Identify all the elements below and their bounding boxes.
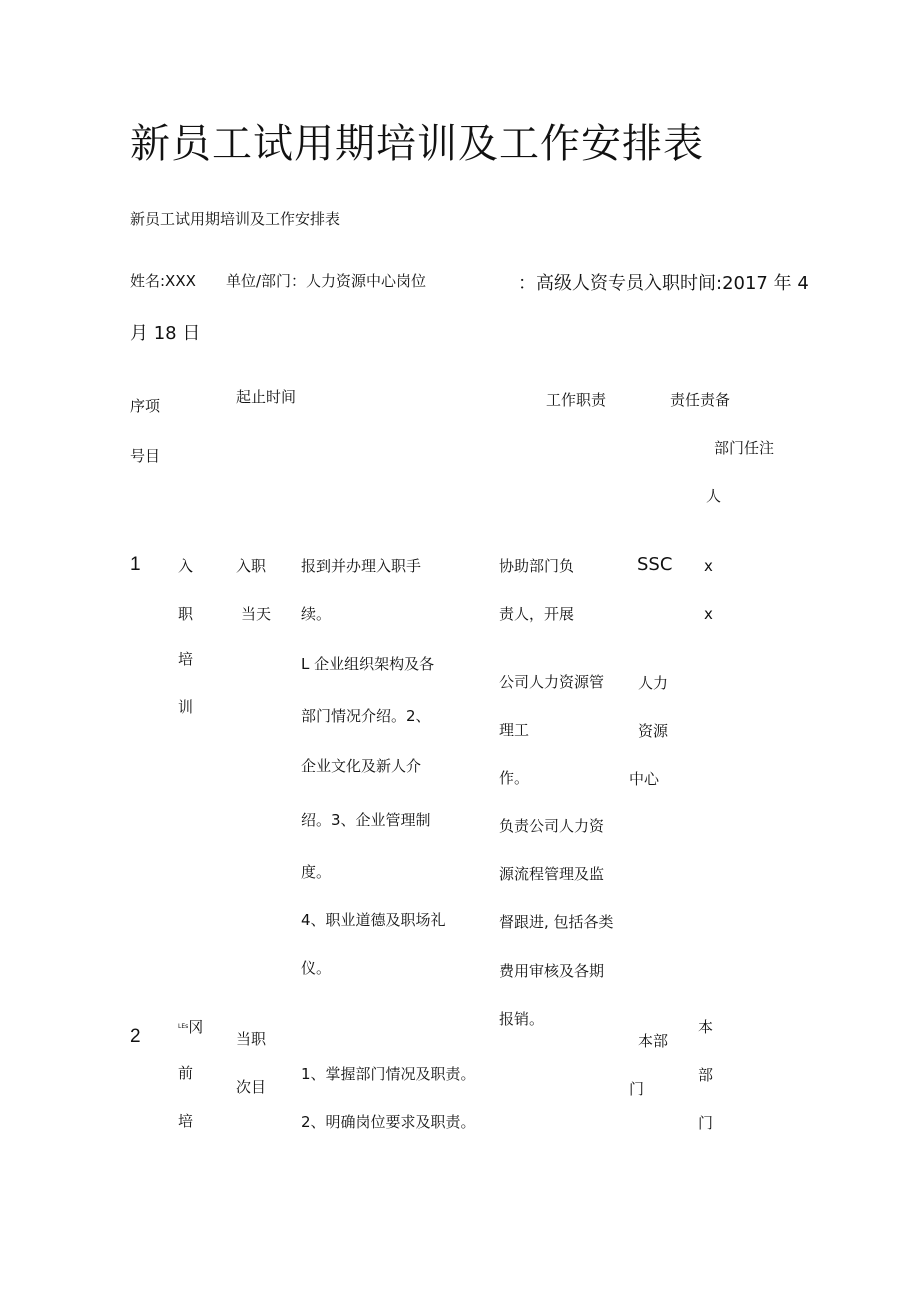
- row1-dept: SSC: [637, 554, 673, 575]
- employee-name: 姓名:XXX: [130, 272, 196, 290]
- row2-note: 门: [698, 1114, 714, 1132]
- row2-content-line: 1、掌握部门情况及职责。: [301, 1065, 476, 1083]
- row1-content-line: 部门情况介绍。2、: [301, 707, 431, 725]
- header-time: 起止时间: [236, 388, 297, 406]
- header-seq-line2: 号目: [130, 447, 161, 465]
- row1-dept: 中心: [629, 770, 660, 788]
- row1-item: 培: [178, 650, 194, 668]
- row1-dept: 资源: [638, 722, 669, 740]
- row1-number: 1: [130, 554, 141, 575]
- row1-dept: 人力: [638, 674, 669, 692]
- document-title: 新员工试用期培训及工作安排表: [130, 121, 704, 167]
- row1-duty-line: 公司人力资源管: [499, 673, 605, 691]
- row1-item: 训: [178, 698, 194, 716]
- row1-duty-line: 费用审核及各期: [499, 962, 605, 980]
- header-seq-line1: 序项: [130, 397, 161, 415]
- row2-content-line: 2、明确岗位要求及职责。: [301, 1113, 476, 1131]
- row1-content-line: 度。: [301, 863, 332, 881]
- row1-duty-line: 理工: [499, 721, 530, 739]
- row1-note: x: [704, 605, 713, 623]
- row1-content-line: 企业文化及新人介: [301, 757, 422, 775]
- row1-item: 入: [178, 557, 194, 575]
- employee-start-date-cont: 月 18 日: [130, 323, 201, 344]
- row1-duty-line: 报销。: [499, 1010, 545, 1028]
- row1-content-line: 报到并办理入职手: [301, 557, 422, 575]
- row1-duty-line: 源流程管理及监: [499, 865, 605, 883]
- employee-department: 单位/部门：人力资源中心岗位: [226, 272, 427, 290]
- row2-item: 培: [178, 1112, 194, 1130]
- row2-note: 部: [698, 1066, 714, 1084]
- row1-content-line: L 企业组织架构及各: [301, 655, 435, 673]
- row1-content-line: 4、职业道德及职场礼: [301, 911, 446, 929]
- row2-item: [178, 1017, 203, 1037]
- row2-note: 本: [698, 1018, 714, 1036]
- row2-time: 当职: [236, 1030, 267, 1048]
- row1-content-line: 绍。3、企业管理制: [301, 811, 431, 829]
- row1-duty-line: 负责公司人力资: [499, 817, 605, 835]
- row2-item-prefix: LEs: [178, 1023, 189, 1030]
- row1-item: 职: [178, 605, 194, 623]
- header-resp-line1: 责任责备: [670, 391, 731, 409]
- row1-note: x: [704, 557, 713, 575]
- row2-number: 2: [130, 1026, 141, 1047]
- row1-duty-line: 作。: [499, 769, 530, 787]
- row2-dept: 门: [629, 1080, 645, 1098]
- row2-item-char: 冈: [188, 1018, 204, 1036]
- header-resp-line3: 人: [706, 487, 722, 505]
- row1-duty-line: 责人，开展: [499, 605, 575, 623]
- document-subtitle: 新员工试用期培训及工作安排表: [130, 210, 341, 228]
- row2-item: 前: [178, 1064, 194, 1082]
- header-resp-line2: 部门任注: [714, 439, 775, 457]
- row2-time: 次目: [236, 1078, 267, 1096]
- row1-duty-line: 督跟进, 包括各类: [499, 913, 614, 931]
- row1-time: 入职: [236, 557, 267, 575]
- row1-time: 当天: [241, 605, 272, 623]
- employee-position-start-date: ：高级人资专员入职时间:2017 年 4: [518, 273, 809, 294]
- header-duty: 工作职责: [546, 391, 607, 409]
- row1-duty-line: 协助部门负: [499, 557, 575, 575]
- row1-content-line: 续。: [301, 605, 332, 623]
- row2-dept: 本部: [638, 1032, 669, 1050]
- row1-content-line: 仪。: [301, 959, 332, 977]
